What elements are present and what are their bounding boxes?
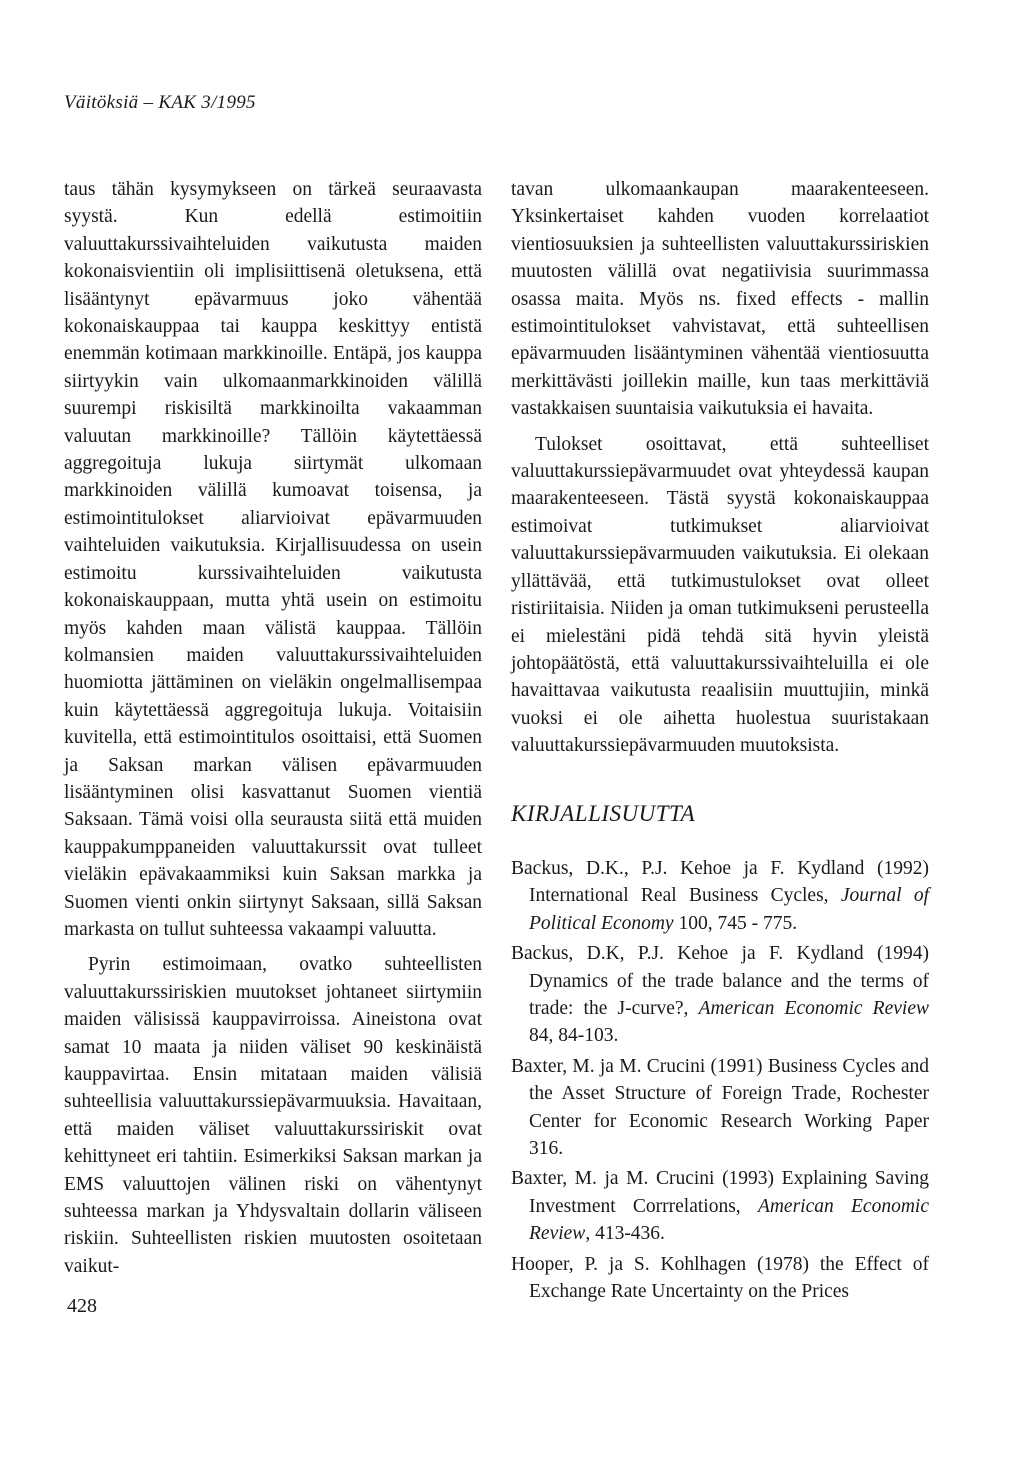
- reference-text: Hooper, P. ja S. Kohlhagen (1978) the Effect of Exchange Rate Uncertainty on the Prices: [511, 1253, 929, 1303]
- journal-title: American Economic Review: [529, 1195, 929, 1245]
- right-column: [511, 176, 929, 1308]
- reference-item: [511, 940, 929, 1050]
- reference-text: 84, 84-103.: [529, 1025, 619, 1047]
- reference-text: Baxter, M. ja M. Crucini (1993) Explaining Saving Investment Corrrelations,: [511, 1168, 929, 1217]
- page-number: 428: [67, 1295, 97, 1317]
- left-column: [64, 176, 482, 1280]
- reference-list: [511, 855, 929, 1306]
- body-paragraph: taus tähän kysymykseen on tärkeä seuraavasta syystä. Kun edellä estimoitiin valuuttakurssivaihteluiden vaikutusta maiden kokonaisvientiin oli implisiittisenä oletuksena, että lisääntynyt epävarmuus joko vähentää kokonaiskauppaa tai kauppa keskittyy entistä enemmän kotimaan markkinoille. Entäpä, jos kauppa siirtyykin vain ulkomaanmarkkinoiden välillä suurempi riskisiltä markkinoilta vakaamman valuutan markkinoille? Tällöin käytettäessä aggregoituja lukuja siirtymät ulkomaan markkinoiden välillä kumoavat toisensa, ja estimointitulokset aliarvioivat epävarmuuden vaihteluiden vaikutuksia. Kirjallisuudessa on usein estimoitu kurssivaihteluiden vaikutusta kokonaiskauppaan, mutta yhtä usein on estimoitu myös kahden maan välistä kauppaa. Tällöin kolmansien maiden valuuttakurssivaihteluiden huomiotta jättäminen on vieläkin ongelmallisempaa kuin käytettäessä aggregoituja lukuja. Voitaisiin kuvitella, että estimointitulos osoittaisi, että Suomen ja Saksan markan välisen epävarmuuden lisääntyminen olisi kasvattanut Suomen vientiä Saksaan. Tämä voisi olla seurausta siitä että muiden kauppakumppaneiden valuuttakurssit ovat tulleet vieläkin epävakaammiksi kuin Saksan markka ja Suomen vienti onkin siirtynyt Saksaan, sillä Saksan markasta on tullut suhteessa vakaampi valuutta.: [64, 179, 482, 940]
- reference-text: Backus, D.K, P.J. Kehoe ja F. Kydland (1994) Dynamics of the trade balance and the terms of trade: the J-curve?,: [511, 943, 929, 1019]
- reference-item: [511, 1251, 929, 1306]
- reference-item: [511, 855, 929, 937]
- reference-text: , 413-436.: [585, 1223, 665, 1245]
- body-paragraph: Tulokset osoittavat, että suhteelliset valuuttakurssiepävarmuudet ovat yhteydessä kaupan maarakenteeseen. Tästä syystä kokonaiskauppaa estimoivat tutkimukset aliarvioivat valuuttakurssiepävarmuuden vaikutuksia. Ei olekaan yllättävää, että tutkimustulokset ovat olleet ristiriitaisia. Niiden ja oman tutkimukseni perusteella ei mielestäni pidä tehdä sitä hyvin yleistä johtopäätöstä, että valuuttakurssivaihteluilla ei ole havaittavaa vaikutusta reaalisiin muuttujiin, minkä vuoksi ei ole aihetta huolestua suuristakaan valuuttakurssiepävarmuuden muutoksista.: [511, 433, 929, 757]
- journal-title: Journal of Political Economy: [529, 885, 929, 934]
- reference-text: 100, 745 - 775.: [673, 912, 798, 934]
- reference-text: Backus, D.K., P.J. Kehoe ja F. Kydland (1992) International Real Business Cycles,: [511, 857, 929, 907]
- section-heading-references: KIRJALLISUUTTA: [511, 800, 696, 826]
- body-paragraph: Pyrin estimoimaan, ovatko suhteellisten valuuttakurssiriskien muutokset johtaneet siirtymiin maiden välisissä kauppavirroissa. Aineistona ovat samat 10 maata ja niiden väliset 90 keskinäistä kauppavirtaa. Ensin mitataan maiden välisiä suhteellisia valuuttakurssiepävarmuuksia. Havaitaan, että maiden väliset valuuttakurssiriskit ovat kehittyneet eri tahtiin. Esimerkiksi Saksan markan ja EMS valuuttojen välinen riski on vähentynyt suhteessa markan ja Yhdysvaltain dollarin väliseen riskiin. Suhteellisten riskien muutosten osoitetaan vaikut-: [64, 954, 482, 1277]
- journal-title: American Economic Review: [698, 997, 929, 1019]
- reference-item: [511, 1053, 929, 1163]
- body-paragraph: tavan ulkomaankaupan maarakenteeseen. Yksinkertaiset kahden vuoden korrelaatiot vientiosuuksien ja suhteellisten valuuttakurssiriskien muutosten välillä ovat negatiivisia suurimmassa osassa maita. Myös ns. fixed effects - mallin estimointitulokset vahvistavat, että suhteellisen epävarmuuden lisääntyminen vähentää vientiosuutta merkittävästi joillekin maille, kun taas merkittäviä vastakkaisen suuntaisia vaikutuksia ei havaita.: [511, 179, 929, 420]
- running-head: Väitöksiä – KAK 3/1995: [64, 92, 256, 113]
- reference-text: Baxter, M. ja M. Crucini (1991) Business Cycles and the Asset Structure of Foreign Trade, Rochester Center for Economic Research Working Paper 316.: [511, 1055, 929, 1159]
- reference-item: [511, 1165, 929, 1247]
